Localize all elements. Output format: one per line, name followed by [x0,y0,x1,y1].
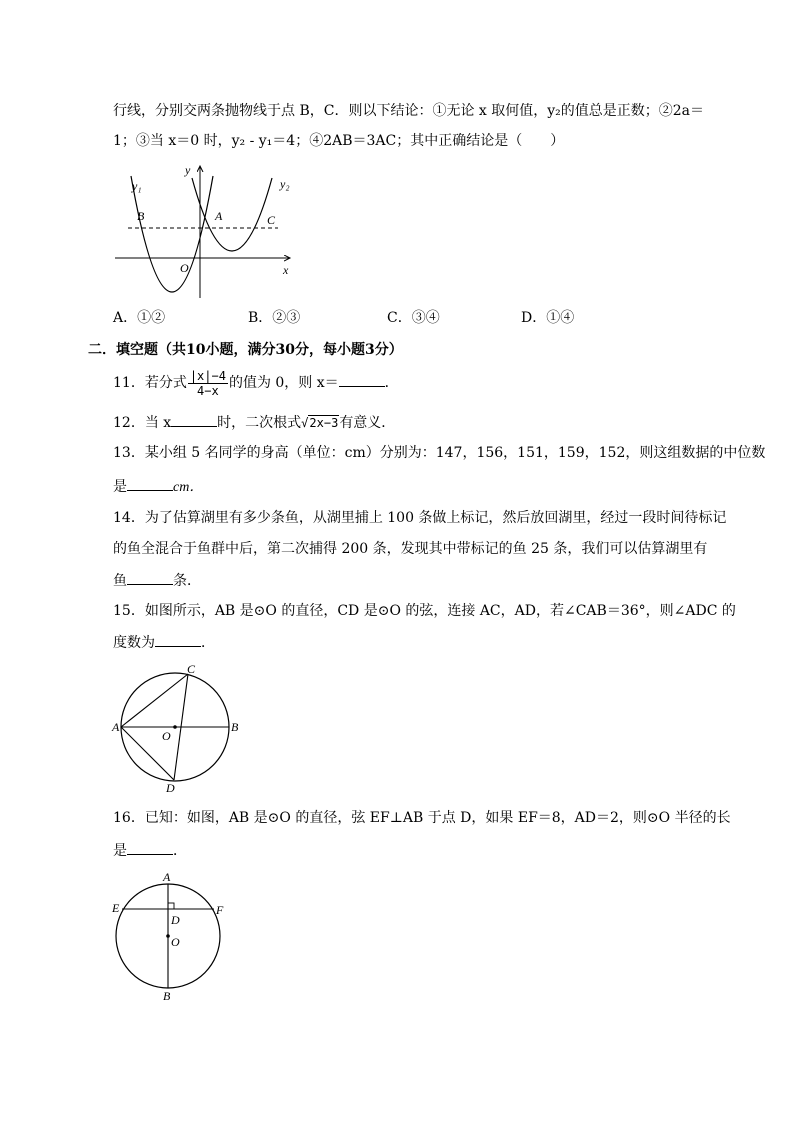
parabola-graph [110,158,300,303]
circle-figure-15 [110,662,245,797]
question-16-line-1: 16．已知：如图，AB 是⊙O 的直径，弦 EF⊥AB 于点 D，如果 EF＝8，AD＝2，则⊙O 半径的长 [113,810,731,826]
label-A: A [215,209,223,223]
answer-blank-11 [339,372,385,387]
label-D: D [166,781,175,795]
square-root: √2x−3 [301,416,339,430]
fraction: $\frac{|x|-4}{4-x}$ [189,368,226,398]
label-O: O [180,261,189,275]
answer-blank-13 [127,476,173,491]
question-14-line-1: 14．为了估算湖里有多少条鱼，从湖里捕上 100 条做上标记，然后放回湖里，经过一段时间待标记 [113,510,727,526]
question-12: 12．当 x 时，二次根式√2x−3有意义． [113,412,395,433]
label-C: C [267,213,276,227]
answer-blank-16 [127,840,173,855]
parabola-y1 [131,176,213,292]
label-O: O [162,729,171,743]
label-A: A [163,870,171,884]
question-16-line-2: 是 ． [113,840,187,861]
answer-blank-14 [127,570,173,585]
question-11: 11．若分式 $\frac{|x|-4}{4-x}$ 的值为 0，则 x＝ ． [113,368,399,398]
question-13-line-1: 13．某小组 5 名同学的身高（单位：cm）分别为：147，156，151，159，152，则这组数据的中位数 [113,445,766,461]
q10-line-2: 1；③当 x＝0 时，y₂ - y₁＝4；④2AB＝3AC；其中正确结论是（ ） [113,133,565,149]
question-14-line-2: 的鱼全混合于鱼群中后，第二次捕得 200 条，发现其中带标记的鱼 25 条，我们可以估算湖里有 [113,541,708,557]
label-A: A [112,720,120,734]
label-D: D [171,913,180,927]
question-15-line-2: 度数为 ． [113,632,215,653]
label-y1: y₁ [132,179,142,193]
option-a: A．①② [113,310,166,326]
option-d: D．①④ [521,310,575,326]
question-15-line-1: 15．如图所示，AB 是⊙O 的直径，CD 是⊙O 的弦，连接 AC，AD，若∠CAB＝36°，则∠ADC 的 [113,603,736,619]
section-title-fill-in: 二．填空题（共10小题，满分30分，每小题3分） [88,342,403,358]
question-13-line-2: 是 cm． [113,476,203,498]
answer-blank-15 [155,632,201,647]
label-B: B [163,989,171,1003]
circle-figure-16 [108,868,233,1003]
label-F: F [216,903,224,917]
label-y2: y₂ [280,177,290,191]
label-B: B [231,720,239,734]
answer-blank-12 [171,412,217,427]
question-14-line-3: 鱼 条． [113,570,201,591]
option-c: C．③④ [387,310,440,326]
label-E: E [112,901,120,915]
q10-line-1: 行线，分别交两条抛物线于点 B，C．则以下结论：①无论 x 取何值，y₂的值总是正数；②2a＝ [113,103,705,119]
parabola-y2 [192,178,272,251]
option-b: B．②③ [248,310,301,326]
label-B: B [137,209,145,223]
label-O: O [171,935,180,949]
label-x: x [283,263,289,277]
label-C: C [187,662,196,676]
label-y: y [185,163,191,177]
